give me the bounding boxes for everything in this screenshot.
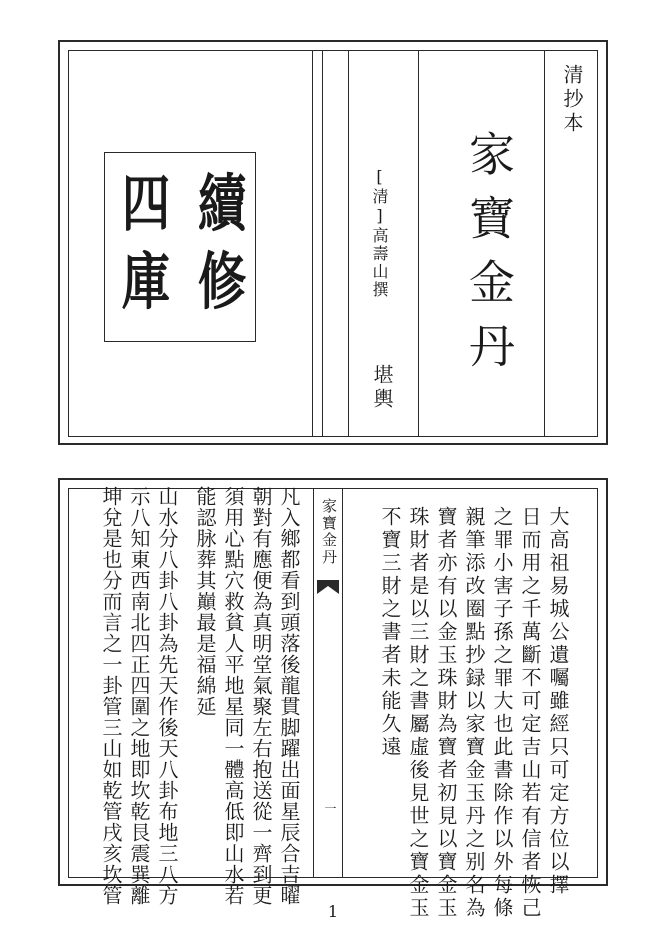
text-column: 親筆添改圈點抄録以家寶金玉丹之别名為 (462, 506, 486, 920)
text-page (58, 478, 608, 920)
seal-char: 四 (121, 167, 171, 240)
text-column: 珠財者是以三財之書屬虛後見世之寶金玉 (406, 506, 430, 920)
text-column: 能認脉葬其巔最是福綿延 (193, 486, 217, 717)
divider-line (322, 50, 323, 437)
text-column: 日而用之千萬斷不可定吉山若有信者恢己 (518, 506, 542, 920)
text-column: 大高祖易城公遺囑雖經只可定方位以擇 (546, 506, 570, 897)
spine-title: 家寶金丹 (320, 498, 338, 566)
divider-line (544, 50, 545, 437)
page-number: 1 (327, 902, 339, 921)
category-label: 堪輿 (370, 364, 394, 412)
text-column: 須用心點穴救貧人平地星同一體高低即山水若 (221, 486, 245, 906)
author-line: [清]高壽山撰 (370, 167, 389, 299)
text-column: 寶者亦有以金玉珠財為寶者初見以寶金玉 (434, 506, 458, 920)
divider-line (418, 50, 419, 437)
title-page (58, 40, 608, 445)
book-title: 家寶金丹 (462, 130, 516, 386)
fishtail-mark (317, 580, 339, 594)
spine-mark: 一 (323, 802, 337, 816)
text-column: 坤兌是也分而言之一卦管三山如乾管戌亥坎管 (99, 486, 123, 906)
divider-line (348, 50, 349, 437)
text-column: 凡入鄉都看到頭落後龍貫脚躍出面星辰合吉曜 (277, 486, 301, 906)
text-column: 不寶三財之書者未能久遠 (378, 506, 402, 759)
author-dynasty: 清 (370, 188, 389, 206)
text-column: 山水分八卦八卦為先天作後天八卦布地三八方 (155, 486, 179, 906)
spine-line (313, 488, 314, 878)
text-column: 朝對有應便為真明堂氣聚左右抱送從一齊到更 (249, 486, 273, 906)
author-name: 高壽山撰 (370, 227, 389, 299)
edition-note: 清抄本 (560, 64, 584, 136)
spine-line (342, 488, 343, 878)
seal-stamp (104, 152, 256, 342)
seal-char: 續 (197, 167, 247, 240)
text-column: 示八知東西南北四正四圍之地即坎乾艮震巽離 (127, 486, 151, 906)
seal-char: 庫 (121, 245, 171, 318)
seal-char: 修 (197, 245, 247, 318)
text-column: 之罪小害子孫之罪大也此書除作以外每條 (490, 506, 514, 920)
divider-line (312, 50, 313, 437)
